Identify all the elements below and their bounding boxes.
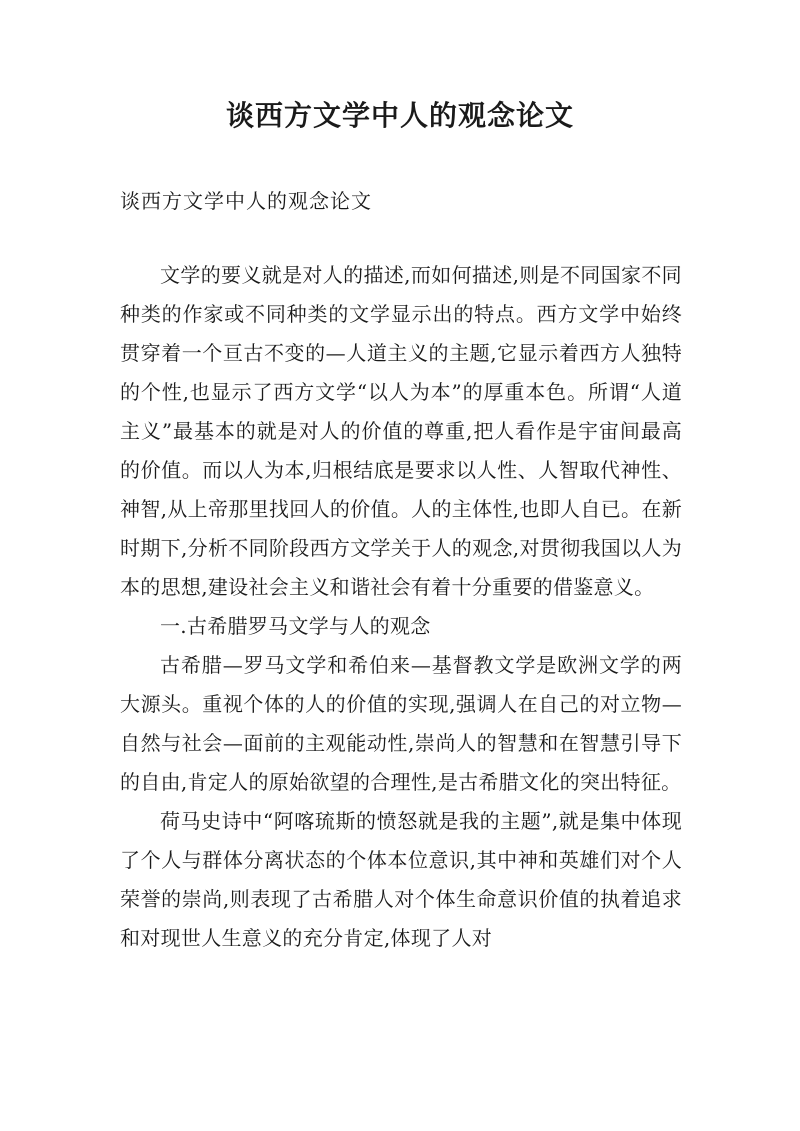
section-heading: 一.古希腊罗马文学与人的观念 (160, 614, 431, 638)
document-subtitle: 谈西方文学中人的观念论文 (120, 189, 372, 213)
paragraph-homer: 荷马史诗中“阿喀琉斯的愤怒就是我的主题”,就是集中体现了个人与群体分离状态的个体本位意识,其中神和英雄们对个人荣誉的崇尚,则表现了古希腊人对个体生命意识价值的执着追求和对现世人生意义的充分肯定,体现了人对 (120, 809, 682, 950)
document-title: 谈西方文学中人的观念论文 (225, 99, 574, 132)
paragraph-intro: 文学的要义就是对人的描述,而如何描述,则是不同国家不同种类的作家或不同种类的文学显示出的特点。西方文学中始终贯穿着一个亘古不变的—人道主义的主题,它显示着西方人独特的个性,也显示了西方文学“以人为本”的厚重本色。所谓“人道主义”最基本的就是对人的价值的尊重,把人看作是宇宙间最高的价值。而以人为本,归根结底是要求以人性、人智取代神性、神智,从上帝那里找回人的价值。人的主体性,也即人自已。在新时期下,分析不同阶段西方文学关于人的观念,对贯彻我国以人为本的思想,建设社会主义和谐社会有着十分重要的借鉴意义。 (120, 263, 682, 599)
paragraph-origins: 古希腊—罗马文学和希伯来—基督教文学是欧洲文学的两大源头。重视个体的人的价值的实现,强调人在自己的对立物—自然与社会—面前的主观能动性,崇尚人的智慧和在智慧引导下的自由,肯定人的原始欲望的合理性,是古希腊文化的突出特征。 (120, 653, 682, 794)
document-body (120, 256, 682, 958)
